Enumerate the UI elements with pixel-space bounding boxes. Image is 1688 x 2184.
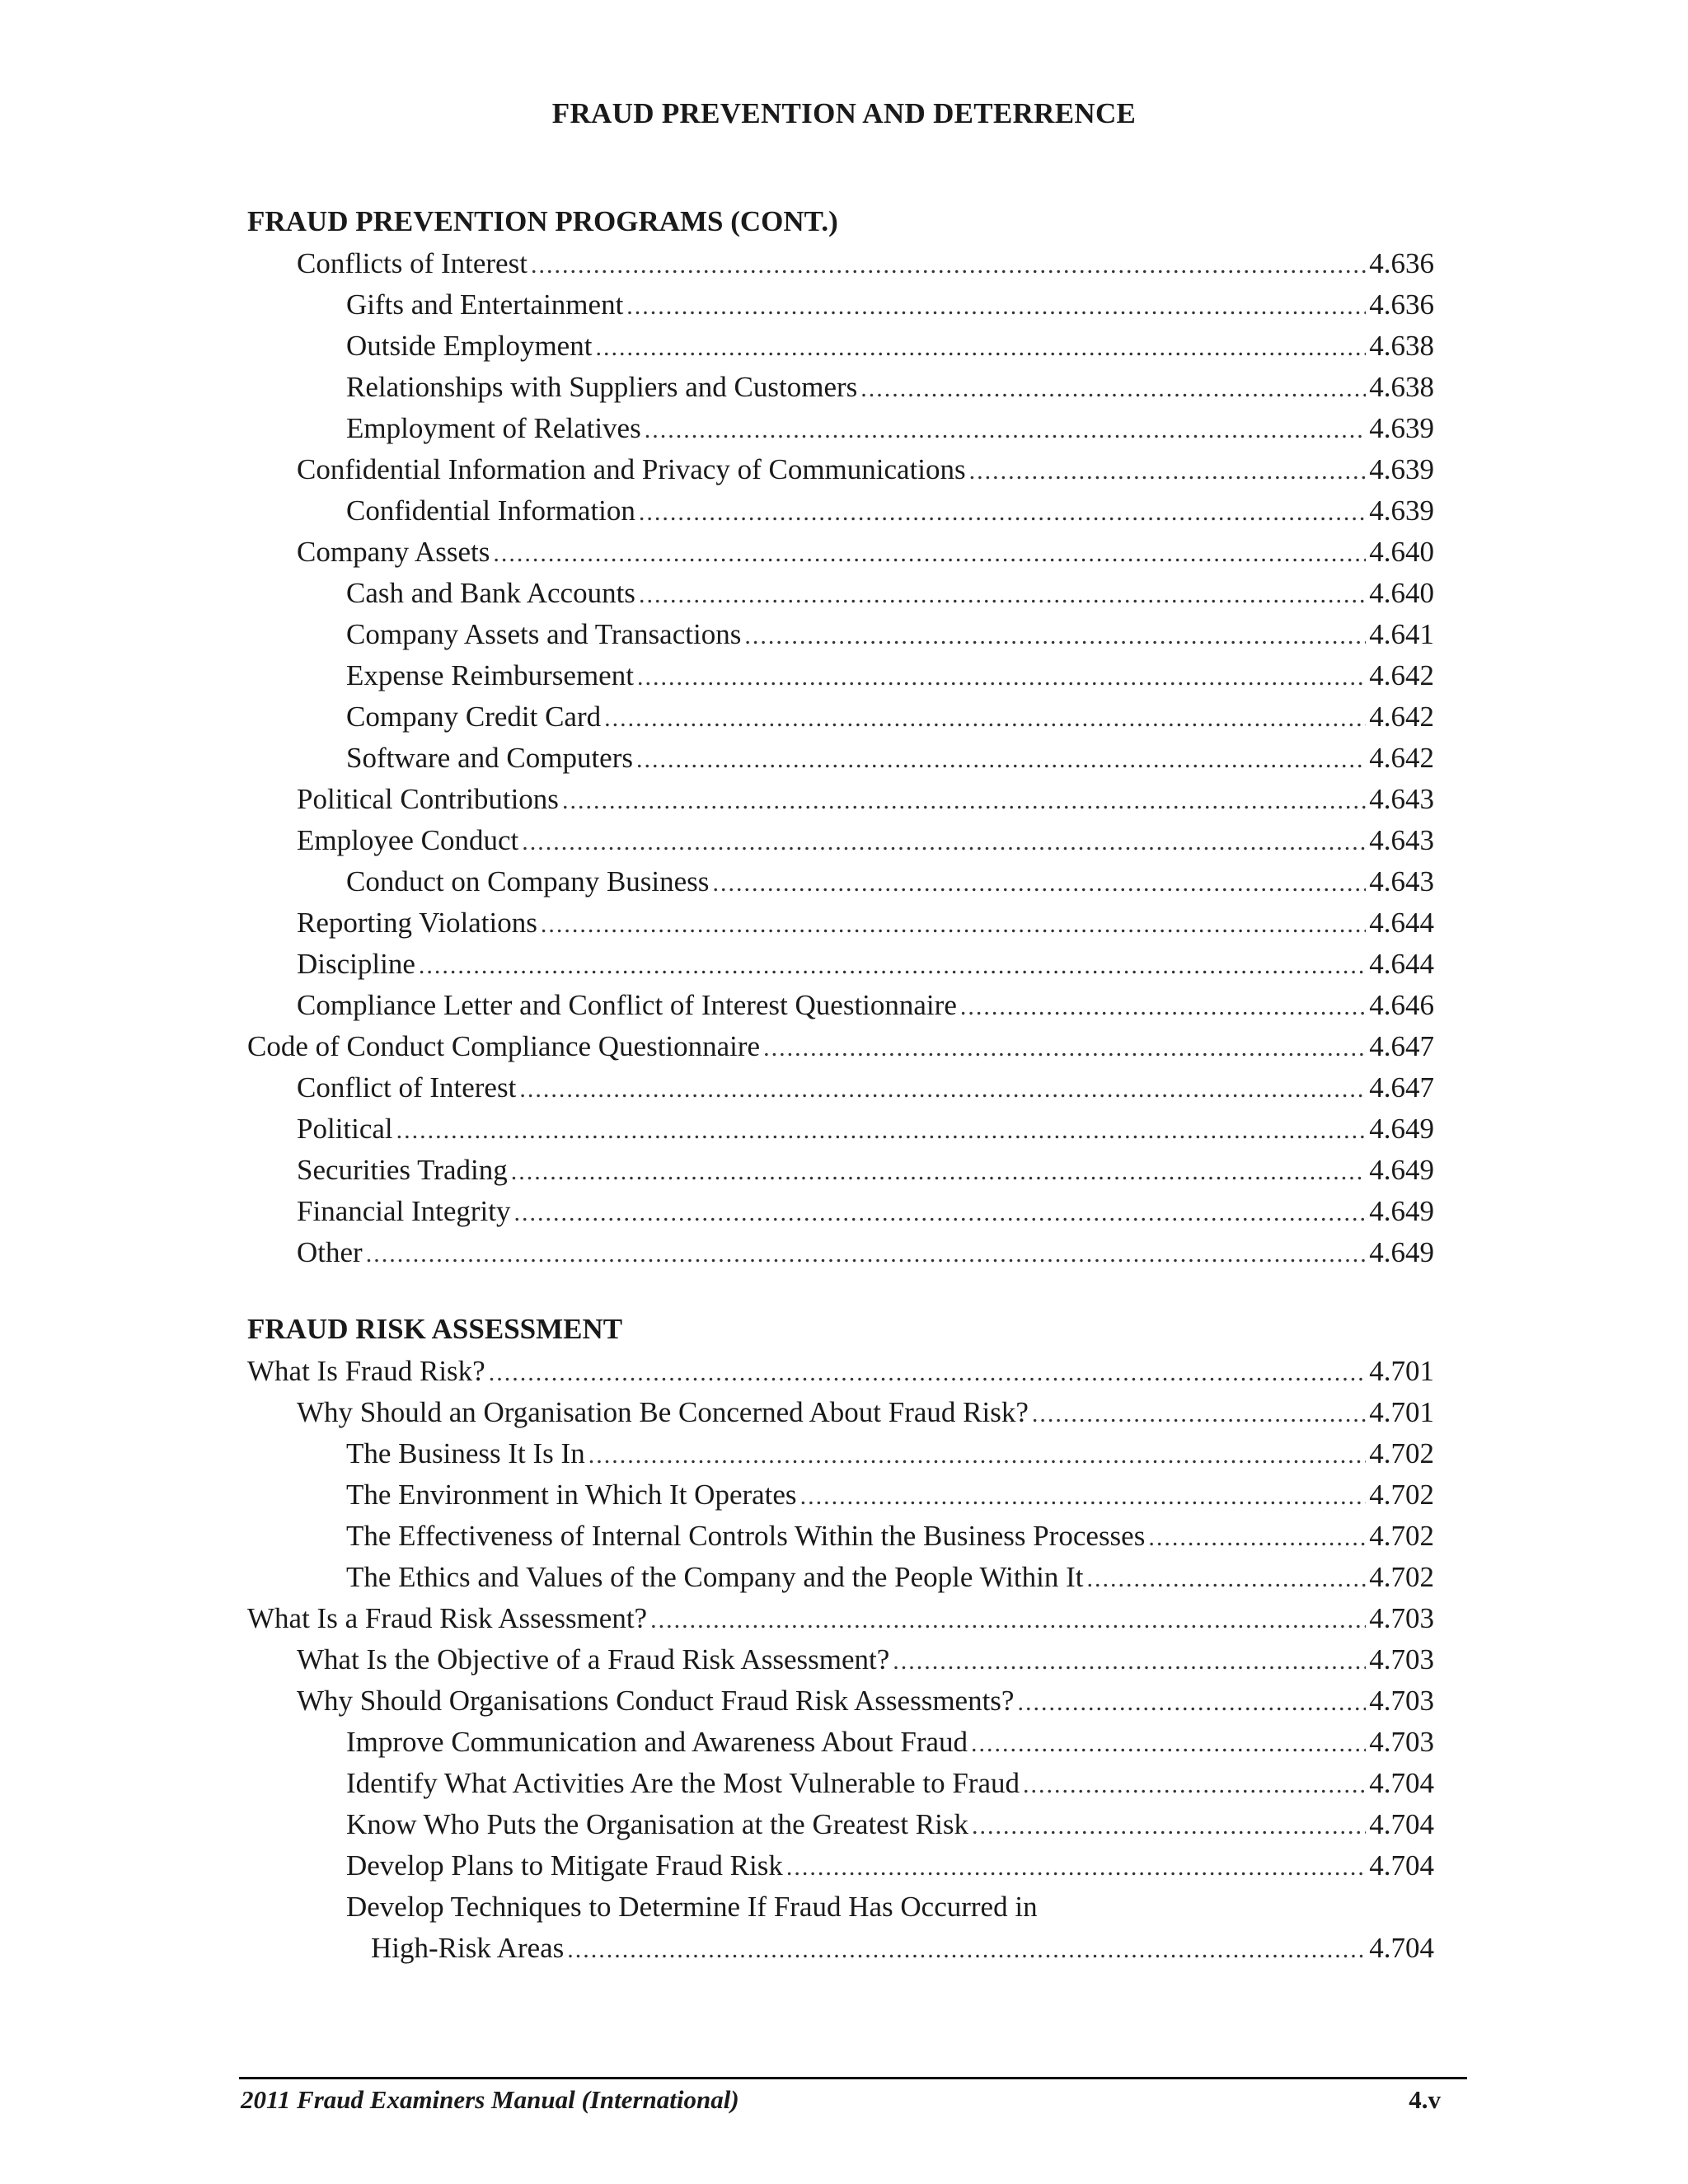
toc-entry[interactable]	[247, 1067, 1434, 1108]
toc-entry-title: Why Should Organisations Conduct Fraud Risk Assessments?	[297, 1685, 1015, 1717]
toc-entry-page: 4.704	[1369, 1808, 1434, 1840]
toc-entry-title: Develop Plans to Mitigate Fraud Risk	[346, 1849, 783, 1882]
toc-entry[interactable]	[247, 243, 1434, 284]
toc-entry-page: 4.703	[1369, 1602, 1434, 1634]
toc-entry[interactable]	[247, 573, 1434, 614]
toc-entry-page: 4.703	[1369, 1643, 1434, 1675]
dot-leader	[396, 1110, 1367, 1151]
toc-entry-page: 4.704	[1369, 1932, 1434, 1964]
toc-entry-title: Securities Trading	[297, 1154, 508, 1186]
toc-entry-title: Financial Integrity	[297, 1195, 511, 1227]
toc-entry-page: 4.643	[1369, 865, 1434, 898]
toc-entry[interactable]	[247, 902, 1434, 944]
toc-entry[interactable]	[247, 614, 1434, 655]
toc-entry[interactable]	[247, 408, 1434, 449]
document-title: FRAUD PREVENTION AND DETERRENCE	[551, 97, 1137, 129]
dot-leader	[637, 657, 1366, 698]
dot-leader	[514, 1193, 1367, 1234]
dot-leader	[650, 1600, 1366, 1641]
toc-entry-title: Political Contributions	[297, 783, 559, 815]
toc-entry-page: 4.702	[1369, 1437, 1434, 1469]
toc-entry-page: 4.701	[1369, 1396, 1434, 1428]
toc-entry[interactable]	[247, 449, 1434, 490]
section-heading: FRAUD RISK ASSESSMENT	[247, 1313, 623, 1345]
toc-entry-title: Company Credit Card	[346, 701, 602, 733]
toc-entry[interactable]	[247, 1804, 1434, 1845]
section-heading: FRAUD PREVENTION PROGRAMS (CONT.)	[247, 205, 838, 237]
toc-entry-page: 4.644	[1369, 907, 1434, 939]
toc-entry-title: Confidential Information	[346, 494, 635, 527]
toc-entry-title: Discipline	[297, 948, 415, 980]
toc-entry-title: Conflict of Interest	[297, 1071, 517, 1104]
toc-entry-title: Reporting Violations	[297, 907, 537, 939]
toc-entry-continuation[interactable]	[247, 1928, 1434, 1969]
dot-leader	[511, 1151, 1367, 1193]
dot-leader	[626, 286, 1366, 327]
toc-entry[interactable]	[247, 738, 1434, 779]
toc-entry-page: 4.639	[1369, 494, 1434, 527]
toc-entry[interactable]	[247, 1639, 1434, 1680]
dot-leader	[1017, 1682, 1366, 1723]
toc-entry-page: 4.638	[1369, 330, 1434, 362]
toc-entry-title: Why Should an Organisation Be Concerned About Fraud Risk?	[297, 1396, 1029, 1428]
toc-entry-title: Develop Techniques to Determine If Fraud Has Occurred in	[346, 1891, 1038, 1923]
dot-leader	[595, 327, 1366, 368]
toc-entry-page: 4.703	[1369, 1685, 1434, 1717]
toc-entry[interactable]	[247, 779, 1434, 820]
toc-entry[interactable]	[247, 532, 1434, 573]
toc-entry-page: 4.649	[1369, 1236, 1434, 1268]
toc-entry-page: 4.638	[1369, 371, 1434, 403]
toc-entry-page: 4.644	[1369, 948, 1434, 980]
toc-entry-title: Code of Conduct Compliance Questionnaire	[247, 1030, 761, 1062]
toc-entry[interactable]	[247, 1392, 1434, 1433]
toc-entry[interactable]	[247, 1108, 1434, 1150]
toc-entry-title: What Is a Fraud Risk Assessment?	[247, 1602, 648, 1634]
dot-leader	[604, 698, 1366, 739]
dot-leader	[366, 1234, 1367, 1275]
toc-entry-title: What Is the Objective of a Fraud Risk Assessment?	[297, 1643, 890, 1675]
toc-entry[interactable]	[247, 367, 1434, 408]
dot-leader	[519, 1069, 1366, 1110]
toc-entry-title: High-Risk Areas	[371, 1932, 565, 1964]
toc-entry-title: Improve Communication and Awareness About Fraud	[346, 1726, 968, 1758]
dot-leader	[969, 451, 1367, 492]
toc-entry-page: 4.647	[1369, 1071, 1434, 1104]
toc-entry-page: 4.649	[1369, 1154, 1434, 1186]
dot-leader	[522, 822, 1366, 863]
toc-entry-title: Cash and Bank Accounts	[346, 577, 635, 609]
toc-entry-page: 4.704	[1369, 1767, 1434, 1799]
toc-entry-title: Other	[297, 1236, 363, 1268]
toc-entry-title: Employment of Relatives	[346, 412, 641, 444]
toc-entry-title: Conflicts of Interest	[297, 247, 528, 279]
toc-entry-page: 4.704	[1369, 1849, 1434, 1882]
toc-entry[interactable]	[247, 1474, 1434, 1516]
dot-leader	[489, 1352, 1367, 1394]
toc-entry-page: 4.642	[1369, 742, 1434, 774]
toc-entry-title: Compliance Letter and Conflict of Interest Questionnaire	[297, 989, 957, 1021]
toc-entry-page: 4.649	[1369, 1113, 1434, 1145]
dot-leader	[531, 245, 1366, 286]
toc-entry-page: 4.640	[1369, 577, 1434, 609]
toc-entry[interactable]	[247, 820, 1434, 861]
dot-leader	[1148, 1517, 1366, 1558]
footer-manual-title: 2011 Fraud Examiners Manual (International)	[241, 2085, 739, 2114]
toc-entry-page: 4.702	[1369, 1520, 1434, 1552]
toc-entry-list	[247, 243, 1434, 1273]
toc-entry-page: 4.642	[1369, 659, 1434, 691]
toc-entry[interactable]	[247, 1150, 1434, 1191]
toc-entry-list	[247, 1351, 1434, 1969]
dot-leader	[800, 1476, 1367, 1517]
dot-leader	[712, 863, 1366, 904]
toc-entry-title: What Is Fraud Risk?	[247, 1355, 485, 1387]
toc-entry[interactable]	[247, 861, 1434, 902]
toc-entry-title: Identify What Activities Are the Most Vulnerable to Fraud	[346, 1767, 1020, 1799]
toc-entry-page: 4.701	[1369, 1355, 1434, 1387]
toc-entry-page: 4.640	[1369, 536, 1434, 568]
toc-entry-page: 4.647	[1369, 1030, 1434, 1062]
toc-entry[interactable]	[247, 1598, 1434, 1639]
toc-entry-title: Political	[297, 1113, 393, 1145]
toc-entry-title: Confidential Information and Privacy of Communications	[297, 453, 966, 485]
toc-entry[interactable]	[247, 326, 1434, 367]
toc-entry-page: 4.641	[1369, 618, 1434, 650]
toc-entry[interactable]	[247, 1516, 1434, 1557]
toc-entry-title: Company Assets and Transactions	[346, 618, 742, 650]
dot-leader	[763, 1028, 1366, 1069]
toc-entry-page: 4.702	[1369, 1561, 1434, 1593]
dot-leader	[860, 368, 1366, 410]
toc-entry-page: 4.643	[1369, 824, 1434, 856]
toc-entry-title: The Effectiveness of Internal Controls Within the Business Processes	[346, 1520, 1146, 1552]
toc-entry-title: The Business It Is In	[346, 1437, 585, 1469]
toc-entry-title: Software and Computers	[346, 742, 633, 774]
toc-entry-title: Conduct on Company Business	[346, 865, 710, 898]
dot-leader	[639, 492, 1366, 533]
dot-leader	[588, 1435, 1367, 1476]
toc-entry[interactable]	[247, 985, 1434, 1026]
toc-entry-page: 4.636	[1369, 247, 1434, 279]
toc-entry[interactable]	[247, 1557, 1434, 1598]
toc-entry-title: Expense Reimbursement	[346, 659, 634, 691]
dot-leader	[744, 616, 1366, 657]
footer-page-number: 4.v	[1409, 2085, 1441, 2114]
toc-entry-title: Relationships with Suppliers and Customers	[346, 371, 858, 403]
dot-leader	[893, 1641, 1366, 1682]
toc-entry-title: Employee Conduct	[297, 824, 519, 856]
dot-leader	[639, 574, 1366, 616]
toc-entry[interactable]	[247, 284, 1434, 326]
toc-entry-page: 4.639	[1369, 412, 1434, 444]
toc-entry-title: Know Who Puts the Organisation at the Greatest Risk	[346, 1808, 968, 1840]
toc-entry[interactable]	[247, 490, 1434, 532]
toc-entry-page: 4.636	[1369, 288, 1434, 321]
toc-entry[interactable]	[247, 1886, 1434, 1928]
toc-entry[interactable]	[247, 1191, 1434, 1232]
toc-section-fraud-prevention-programs	[247, 200, 1434, 1273]
dot-leader	[567, 1929, 1366, 1971]
toc-entry-title: The Environment in Which It Operates	[346, 1479, 797, 1511]
dot-leader	[645, 410, 1367, 451]
toc-entry-title: Outside Employment	[346, 330, 593, 362]
footer-rule	[239, 2077, 1467, 2079]
dot-leader	[493, 533, 1366, 574]
dot-leader	[636, 739, 1366, 780]
toc-entry-page: 4.643	[1369, 783, 1434, 815]
dot-leader	[971, 1723, 1366, 1765]
toc-entry[interactable]	[247, 1232, 1434, 1273]
toc-entry[interactable]	[247, 1351, 1434, 1392]
dot-leader	[562, 780, 1366, 822]
toc-entry[interactable]	[247, 1763, 1434, 1804]
toc-entry-page: 4.642	[1369, 701, 1434, 733]
toc-entry[interactable]	[247, 944, 1434, 985]
toc-entry-title: Gifts and Entertainment	[346, 288, 624, 321]
toc-section-fraud-risk-assessment	[247, 1308, 1434, 1969]
dot-leader	[541, 904, 1366, 945]
toc-entry[interactable]	[247, 1433, 1434, 1474]
toc-entry[interactable]	[247, 1722, 1434, 1763]
toc-entry[interactable]	[247, 1845, 1434, 1886]
dot-leader	[786, 1847, 1366, 1888]
toc-entry[interactable]	[247, 1680, 1434, 1722]
toc-entry[interactable]	[247, 655, 1434, 696]
dot-leader	[419, 945, 1366, 987]
toc-entry-page: 4.702	[1369, 1479, 1434, 1511]
toc-entry-page: 4.639	[1369, 453, 1434, 485]
dot-leader	[960, 987, 1366, 1028]
toc-entry-page: 4.703	[1369, 1726, 1434, 1758]
toc-entry-title: The Ethics and Values of the Company and the People Within It	[346, 1561, 1084, 1593]
dot-leader	[1086, 1558, 1366, 1600]
toc-entry-page: 4.646	[1369, 989, 1434, 1021]
toc-entry-title: Company Assets	[297, 536, 490, 568]
toc-entry[interactable]	[247, 696, 1434, 738]
dot-leader	[972, 1806, 1366, 1847]
dot-leader	[1023, 1765, 1366, 1806]
toc-entry[interactable]	[247, 1026, 1434, 1067]
toc-entry-page: 4.649	[1369, 1195, 1434, 1227]
dot-leader	[1032, 1394, 1366, 1435]
